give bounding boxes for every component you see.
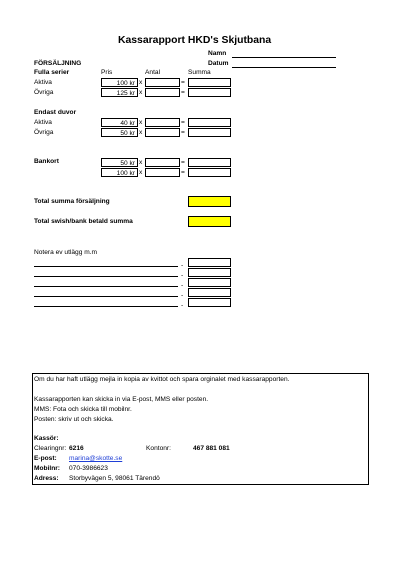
- summa-input[interactable]: [188, 118, 231, 127]
- section-label-forsaljning: FÖRSÄLJNING: [34, 60, 82, 67]
- clearing-label: Clearingnr:: [34, 445, 67, 452]
- price-cell: 125 kr: [101, 88, 138, 97]
- konto-label: Kontonr:: [146, 445, 171, 452]
- equals-symbol: =: [181, 169, 185, 176]
- datum-field[interactable]: [232, 67, 336, 68]
- price-cell: 100 kr: [101, 168, 138, 177]
- adress-label: Adress:: [34, 475, 59, 482]
- total-swish-label: Total swish/bank betald summa: [34, 218, 133, 225]
- summa-input[interactable]: [188, 78, 231, 87]
- note-amount-input[interactable]: [188, 288, 231, 297]
- total-sales-input[interactable]: [188, 196, 231, 207]
- times-symbol: x: [139, 169, 143, 176]
- summa-input[interactable]: [188, 128, 231, 137]
- note-amount-input[interactable]: [188, 258, 231, 267]
- namn-field[interactable]: [232, 57, 336, 58]
- column-header-pris: Pris: [101, 69, 113, 76]
- times-symbol: x: [139, 129, 143, 136]
- datum-label: Datum: [208, 60, 229, 67]
- antal-input[interactable]: [145, 118, 180, 127]
- antal-input[interactable]: [145, 168, 180, 177]
- row-label: Aktiva: [34, 119, 52, 126]
- summa-input[interactable]: [188, 88, 231, 97]
- epost-label: E-post:: [34, 455, 57, 462]
- price-cell: 40 kr: [101, 118, 138, 127]
- total-swish-input[interactable]: [188, 216, 231, 227]
- info-line-3: MMS: Fota och skicka till mobilnr.: [34, 406, 132, 413]
- dash-symbol: -: [181, 302, 184, 309]
- note-line[interactable]: [34, 266, 178, 267]
- namn-label: Namn: [208, 50, 227, 57]
- equals-symbol: =: [181, 79, 185, 86]
- page-title: Kassarapport HKD's Skjutbana: [118, 35, 272, 46]
- note-amount-input[interactable]: [188, 278, 231, 287]
- info-line-4: Posten: skriv ut och skicka.: [34, 416, 114, 423]
- times-symbol: x: [139, 79, 143, 86]
- kassor-label: Kassör:: [34, 435, 59, 442]
- dash-symbol: -: [181, 272, 184, 279]
- antal-input[interactable]: [145, 78, 180, 87]
- row-label: Övriga: [34, 89, 54, 96]
- equals-symbol: =: [181, 129, 185, 136]
- times-symbol: x: [139, 119, 143, 126]
- mobil-label: Mobilnr:: [34, 465, 61, 472]
- column-header-summa: Summa: [188, 69, 211, 76]
- mobil-value: 070-3986623: [69, 465, 108, 472]
- summa-input[interactable]: [188, 168, 231, 177]
- dash-symbol: -: [181, 262, 184, 269]
- price-cell: 50 kr: [101, 158, 138, 167]
- row-label: Övriga: [34, 129, 54, 136]
- summa-input[interactable]: [188, 158, 231, 167]
- konto-value: 467 881 081: [193, 445, 230, 452]
- times-symbol: x: [139, 159, 143, 166]
- clearing-value: 6216: [69, 445, 84, 452]
- antal-input[interactable]: [145, 128, 180, 137]
- times-symbol: x: [139, 89, 143, 96]
- note-amount-input[interactable]: [188, 298, 231, 307]
- info-line-2: Kassarapporten kan skicka in via E-post, MMS eller posten.: [34, 396, 209, 403]
- price-cell: 50 kr: [101, 128, 138, 137]
- column-header-antal: Antal: [145, 69, 161, 76]
- note-line[interactable]: [34, 296, 178, 297]
- equals-symbol: =: [181, 89, 185, 96]
- dash-symbol: -: [181, 292, 184, 299]
- note-line[interactable]: [34, 306, 178, 307]
- note-line[interactable]: [34, 276, 178, 277]
- row-label: Aktiva: [34, 79, 52, 86]
- equals-symbol: =: [181, 119, 185, 126]
- adress-value: Storbyvägen 5, 98061 Tärendö: [69, 475, 160, 482]
- info-line-1: Om du har haft utlägg mejla in kopia av kvittot och spara orginalet med kassarapporten.: [34, 376, 290, 383]
- note-amount-input[interactable]: [188, 268, 231, 277]
- dash-symbol: -: [181, 282, 184, 289]
- total-sales-label: Total summa försäljning: [34, 198, 110, 205]
- equals-symbol: =: [181, 159, 185, 166]
- price-cell: 100 kr: [101, 78, 138, 87]
- antal-input[interactable]: [145, 88, 180, 97]
- group-heading-fulla-serier: Fulla serier: [34, 69, 70, 76]
- note-line[interactable]: [34, 286, 178, 287]
- antal-input[interactable]: [145, 158, 180, 167]
- notes-label: Notera ev utlägg m.m: [34, 249, 98, 256]
- group-heading-endast-duvor: Endast duvor: [34, 109, 77, 116]
- group-heading-bankort: Bankort: [34, 158, 59, 165]
- email-link[interactable]: marina@skotte.se: [69, 455, 123, 462]
